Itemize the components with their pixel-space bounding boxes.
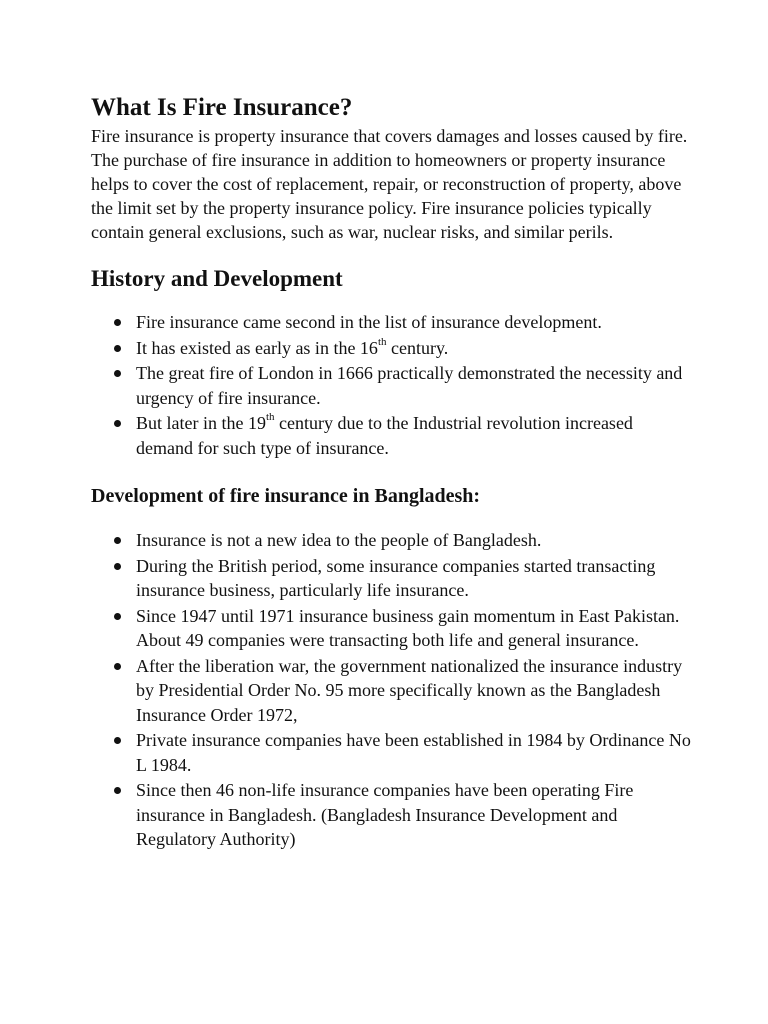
bullet-icon: [114, 737, 121, 744]
history-heading: History and Development: [91, 266, 343, 291]
bullet-icon: [114, 537, 121, 544]
list-item-text-post: century.: [386, 337, 449, 358]
list-item: [91, 604, 691, 653]
list-item-text-pre: But later in the 19: [136, 413, 266, 433]
bullet-icon: [114, 613, 121, 620]
list-item: [91, 528, 691, 553]
list-item: [91, 728, 691, 777]
list-item: [91, 310, 691, 335]
list-item: [91, 361, 691, 410]
list-item: [91, 778, 691, 852]
document-page: [91, 92, 691, 853]
bullet-icon: [114, 563, 121, 570]
list-item-text: During the British period, some insurance companies started transacting insurance business, particularly life insurance.: [136, 555, 656, 600]
ordinal-superscript: th: [265, 411, 275, 423]
list-item-text: Private insurance companies have been established in 1984 by Ordinance No L 1984.: [136, 730, 691, 775]
bullet-icon: [114, 319, 121, 326]
list-item: [91, 554, 691, 603]
list-item-text-post: century due to the Industrial revolution increased demand for such type of insurance.: [136, 413, 633, 458]
bullet-icon: [114, 345, 121, 352]
bullet-icon: [114, 787, 121, 794]
intro-paragraph: Fire insurance is property insurance that covers damages and losses caused by fire. The purchase of fire insurance in addition to homeowners or property insurance helps to cover the cost of replacement, repair, or reconstruction of property, above the limit set by the property insurance policy. Fire insurance policies typically contain general exclusions, such as war, nuclear risks, and similar perils.: [91, 126, 688, 242]
ordinal-superscript: th: [377, 335, 387, 348]
list-item: [91, 411, 691, 460]
list-item: [91, 336, 691, 361]
bullet-icon: [114, 663, 121, 670]
list-item: [91, 654, 691, 728]
bullet-icon: [114, 370, 121, 377]
bangladesh-heading: Development of fire insurance in Bangladesh:: [91, 485, 481, 507]
list-item-text: The great fire of London in 1666 practically demonstrated the necessity and urgency of fire insurance.: [136, 363, 683, 408]
list-item-text-pre: It has existed as early as in the 16: [136, 337, 378, 358]
history-list: [91, 310, 691, 460]
list-item-text: Insurance is not a new idea to the people of Bangladesh.: [136, 530, 542, 550]
page-title: What Is Fire Insurance?: [91, 94, 353, 121]
bullet-icon: [114, 420, 121, 427]
list-item-text: Fire insurance came second in the list of insurance development.: [136, 312, 602, 332]
list-item-text: Since 1947 until 1971 insurance business gain momentum in East Pakistan. About 49 companies were transacting both life and general insurance.: [136, 605, 680, 650]
bangladesh-list: [91, 528, 691, 852]
list-item-text: Since then 46 non-life insurance companies have been operating Fire insurance in Bangladesh. (Bangladesh Insurance Development and Regulatory Authority): [136, 780, 634, 849]
list-item-text: After the liberation war, the government nationalized the insurance industry by Presidential Order No. 95 more specifically known as the Bangladesh Insurance Order 1972,: [136, 655, 683, 725]
